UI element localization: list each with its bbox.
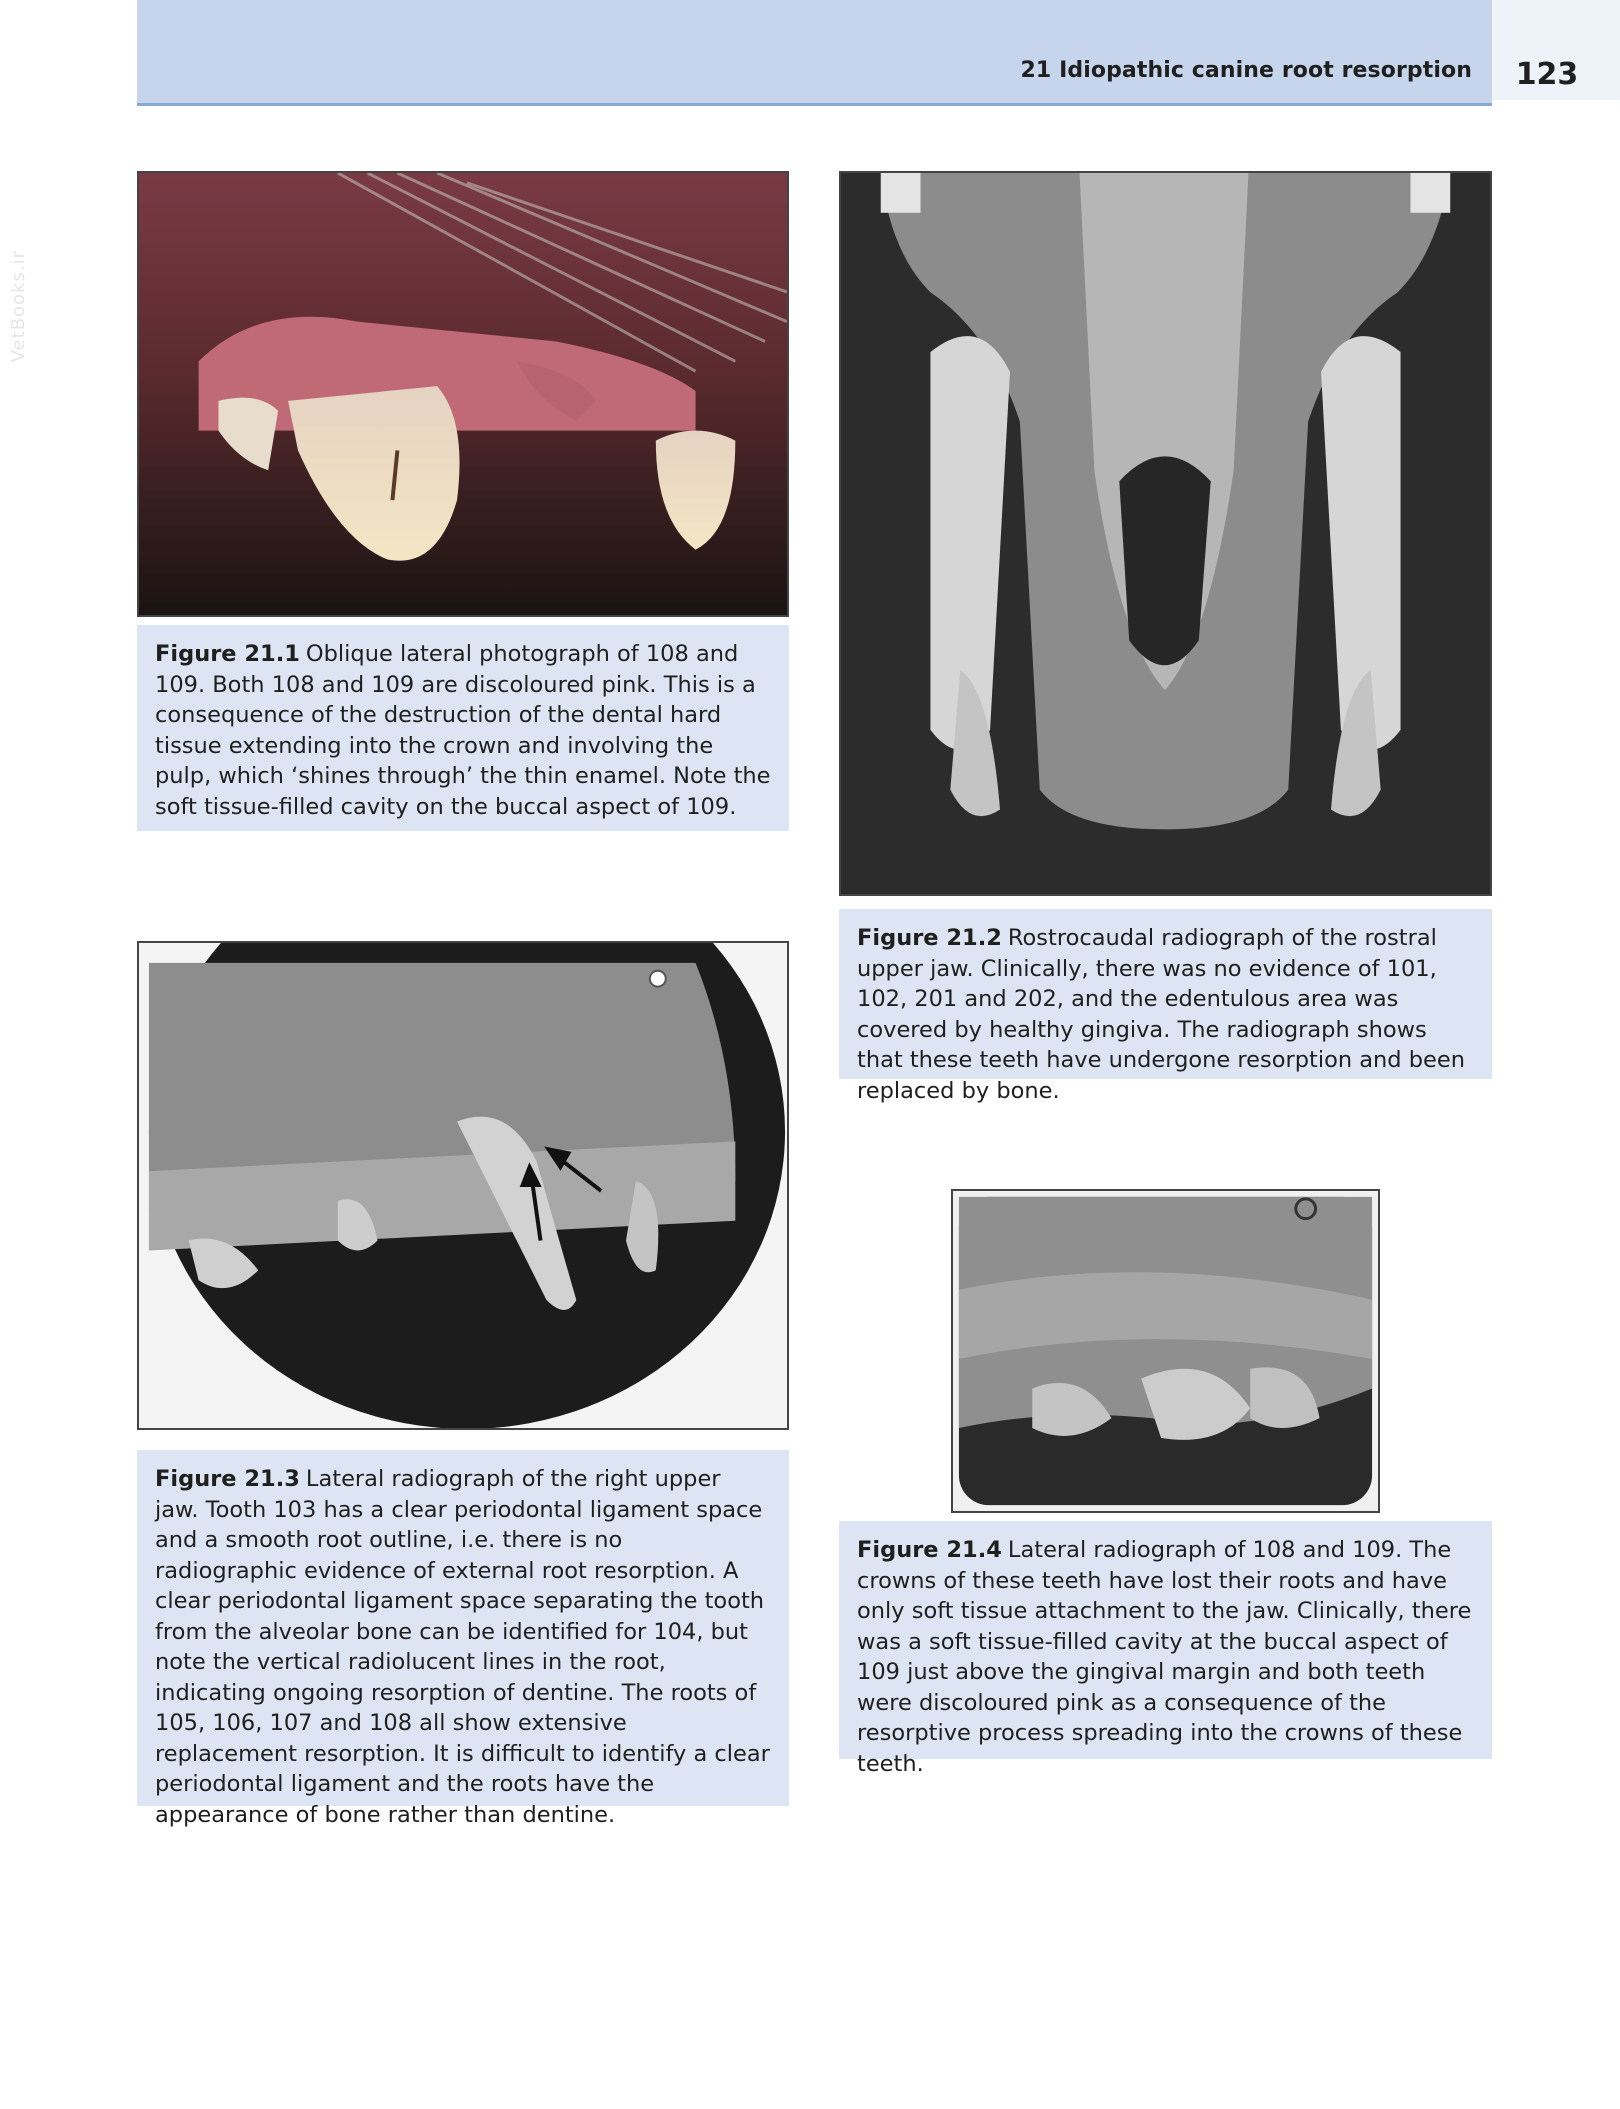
figure-label: Figure 21.4 xyxy=(857,1537,1002,1563)
watermark: VetBooks.ir xyxy=(8,250,29,363)
figure-21-3-radiograph xyxy=(137,941,789,1430)
figure-21-4-radiograph xyxy=(951,1189,1380,1513)
caption-21-2 xyxy=(839,909,1492,1104)
figure-21-1-photo xyxy=(137,171,789,617)
figure-21-2-radiograph xyxy=(839,171,1492,896)
figure-label: Figure 21.1 xyxy=(155,641,300,667)
figure-label: Figure 21.3 xyxy=(155,1466,300,1492)
running-title: 21 Idiopathic canine root resorption xyxy=(1020,58,1472,83)
figure-label: Figure 21.2 xyxy=(857,925,1002,951)
page-number: 123 xyxy=(1492,0,1620,100)
running-header xyxy=(137,0,1492,106)
caption-text: Lateral radiograph of the right upper jaw. Tooth 103 has a clear periodontal ligament space and a smooth root outline, i.e. there is no radiographic evidence of external root resorption. A clear periodontal ligament space separating the tooth from the alveolar bone can be identified for 104, but note the vertical radiolucent lines in the root, indicating ongoing resorption of dentine. The roots of 105, 106, 107 and 108 all show extensive replacement resorption. It is difficult to identify a clear periodontal ligament and the roots have the appearance of bone rather than dentine. xyxy=(155,1466,770,1828)
caption-21-4 xyxy=(839,1521,1492,1777)
caption-text: Lateral radiograph of 108 and 109. The crowns of these teeth have lost their roots and have only soft tissue attachment to the jaw. Clinically, there was a soft tissue-filled cavity at the buccal aspect of 109 just above the gingival margin and both teeth were discoloured pink as a consequence of the resorptive process spreading into the crowns of these teeth. xyxy=(857,1537,1472,1777)
caption-text: Oblique lateral photograph of 108 and 109. Both 108 and 109 are discoloured pink. This is a consequence of the destruction of the dental hard tissue extending into the crown and involving the pulp, which ‘shines through’ the thin enamel. Note the soft tissue-filled cavity on the buccal aspect of 109. xyxy=(155,641,771,820)
caption-21-3 xyxy=(137,1450,789,1828)
caption-text: Rostrocaudal radiograph of the rostral upper jaw. Clinically, there was no evidence of 101, 102, 201 and 202, and the edentulous area was covered by healthy gingiva. The radiograph shows that these teeth have undergone resorption and been replaced by bone. xyxy=(857,925,1465,1104)
caption-21-1 xyxy=(137,625,789,831)
